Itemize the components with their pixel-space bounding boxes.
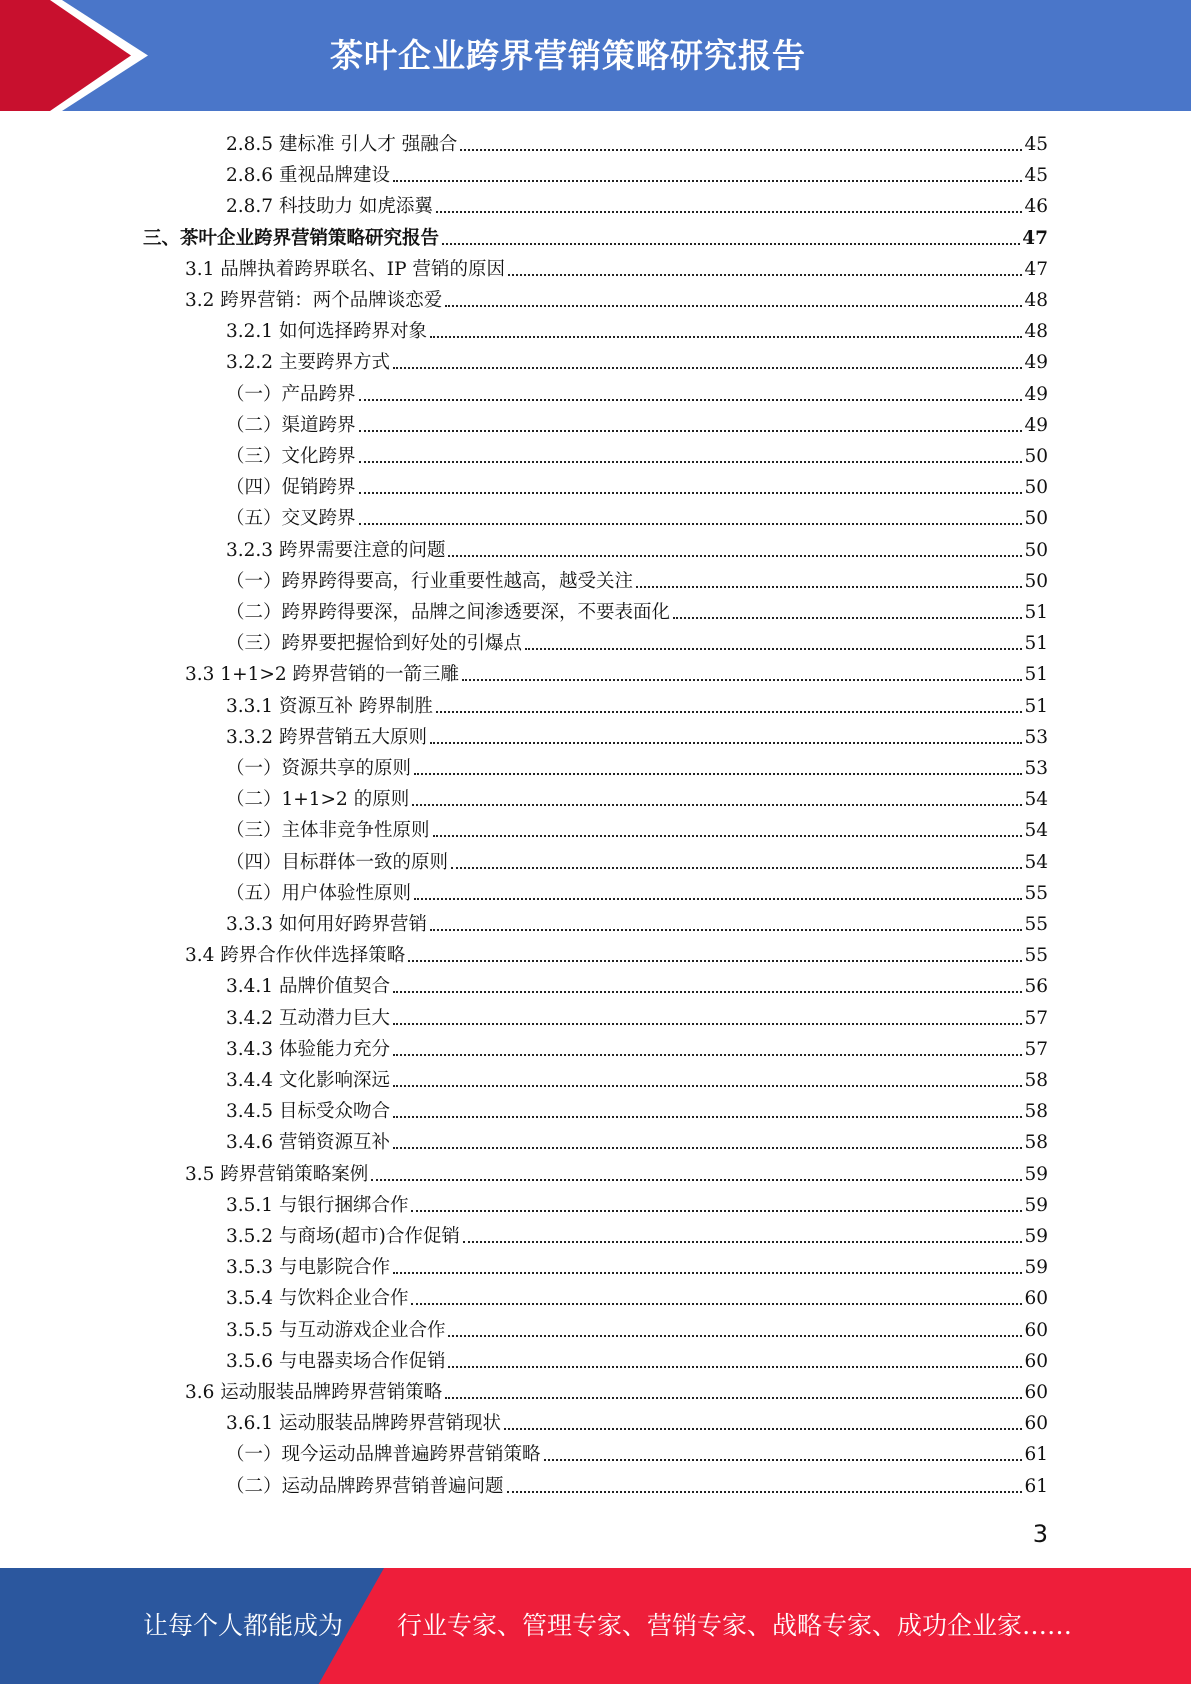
toc-dot-leader xyxy=(393,1115,1022,1118)
toc-entry-title: （一）产品跨界 xyxy=(226,383,356,405)
toc-entry[interactable] xyxy=(185,1156,1048,1187)
toc-entry-page: 50 xyxy=(1024,539,1048,561)
toc-entry[interactable] xyxy=(226,1249,1048,1280)
toc-dot-leader xyxy=(430,741,1022,744)
toc-entry[interactable] xyxy=(226,750,1048,781)
toc-entry[interactable] xyxy=(226,625,1048,656)
page-header xyxy=(0,0,1191,111)
toc-dot-leader xyxy=(436,710,1023,713)
toc-dot-leader xyxy=(636,585,1022,588)
toc-dot-leader xyxy=(393,1271,1022,1274)
toc-dot-leader xyxy=(359,429,1023,432)
toc-entry-title: 3.1 品牌执着跨界联名、IP 营销的原因 xyxy=(185,258,505,280)
toc-entry-title: （一）现今运动品牌普遍跨界营销策略 xyxy=(226,1444,541,1466)
toc-entry-page: 47 xyxy=(1024,258,1048,280)
toc-entry-page: 51 xyxy=(1024,664,1048,686)
toc-dot-leader xyxy=(451,866,1022,869)
toc-dot-leader xyxy=(430,928,1022,931)
toc-entry[interactable] xyxy=(226,1405,1048,1436)
toc-entry[interactable] xyxy=(226,875,1048,906)
document-title: 茶叶企业跨界营销策略研究报告 xyxy=(330,36,806,75)
toc-entry-title: （三）文化跨界 xyxy=(226,446,356,467)
toc-entry-title: 3.2.1 如何选择跨界对象 xyxy=(226,321,427,343)
toc-entry-title: 3.4.6 营销资源互补 xyxy=(226,1132,390,1154)
toc-entry[interactable] xyxy=(226,500,1048,531)
toc-entry-page: 47 xyxy=(1022,227,1048,249)
toc-entry-title: 3.4.2 互动潜力巨大 xyxy=(226,1007,390,1029)
toc-entry[interactable] xyxy=(226,532,1048,563)
toc-entry-title: 3.3.1 资源互补 跨界制胜 xyxy=(226,695,433,717)
toc-entry[interactable] xyxy=(226,313,1048,344)
toc-dot-leader xyxy=(442,242,1020,245)
toc-entry[interactable] xyxy=(226,344,1048,375)
toc-entry-title: 3.5.3 与电影院合作 xyxy=(226,1257,390,1279)
toc-entry-title: （二）1+1>2 的原则 xyxy=(226,789,410,811)
toc-entry-page: 50 xyxy=(1024,446,1048,467)
toc-dot-leader xyxy=(525,647,1022,650)
toc-entry[interactable] xyxy=(185,656,1048,687)
toc-entry[interactable] xyxy=(226,781,1048,812)
toc-dot-leader xyxy=(371,1178,1022,1181)
toc-entry-title: 3.4.5 目标受众吻合 xyxy=(226,1101,390,1123)
toc-entry-page: 55 xyxy=(1024,945,1048,967)
toc-entry-page: 54 xyxy=(1024,851,1048,873)
toc-entry-page: 58 xyxy=(1024,1101,1048,1123)
toc-entry-page: 60 xyxy=(1024,1350,1048,1372)
toc-entry[interactable] xyxy=(226,1062,1048,1093)
toc-entry-title: 2.8.7 科技助力 如虎添翼 xyxy=(226,196,433,218)
toc-dot-leader xyxy=(414,772,1022,775)
toc-entry-title: 3.5 跨界营销策略案例 xyxy=(185,1163,369,1185)
toc-dot-leader xyxy=(393,1053,1022,1056)
toc-dot-leader xyxy=(411,1209,1022,1212)
toc-dot-leader xyxy=(462,678,1022,681)
toc-entry[interactable] xyxy=(226,844,1048,875)
toc-entry[interactable] xyxy=(226,719,1048,750)
toc-entry[interactable] xyxy=(226,1312,1048,1343)
toc-entry-page: 61 xyxy=(1024,1475,1048,1497)
toc-entry-title: （五）用户体验性原则 xyxy=(226,882,412,904)
toc-entry-page: 49 xyxy=(1024,414,1048,436)
toc-entry-page: 54 xyxy=(1024,789,1048,811)
toc-entry[interactable] xyxy=(226,1218,1048,1249)
toc-entry-page: 54 xyxy=(1024,820,1048,842)
toc-entry[interactable] xyxy=(226,157,1048,188)
toc-entry-page: 56 xyxy=(1024,976,1048,998)
toc-entry[interactable] xyxy=(226,1187,1048,1218)
toc-entry-title: 3.2.3 跨界需要注意的问题 xyxy=(226,539,446,561)
toc-entry[interactable] xyxy=(226,1031,1048,1062)
toc-entry-page: 49 xyxy=(1024,352,1048,374)
toc-entry[interactable] xyxy=(226,1000,1048,1031)
toc-entry[interactable] xyxy=(226,594,1048,625)
toc-dot-leader xyxy=(393,1084,1022,1087)
toc-dot-leader xyxy=(359,460,1023,463)
toc-dot-leader xyxy=(673,616,1022,619)
toc-entry[interactable] xyxy=(143,220,1048,251)
toc-entry[interactable] xyxy=(226,1436,1048,1467)
toc-entry-title: 3.2.2 主要跨界方式 xyxy=(226,352,390,374)
toc-entry-title: （一）资源共享的原则 xyxy=(226,758,412,779)
toc-entry-page: 58 xyxy=(1024,1132,1048,1154)
toc-entry-title: 3.5.5 与互动游戏企业合作 xyxy=(226,1319,446,1341)
toc-entry[interactable] xyxy=(226,1468,1048,1499)
toc-dot-leader xyxy=(393,1146,1022,1149)
toc-entry-title: （四）目标群体一致的原则 xyxy=(226,851,449,873)
toc-dot-leader xyxy=(436,210,1023,213)
toc-entry-page: 57 xyxy=(1024,1007,1048,1029)
toc-dot-leader xyxy=(544,1458,1023,1461)
toc-entry-page: 61 xyxy=(1024,1444,1048,1466)
toc-entry-page: 48 xyxy=(1024,321,1048,343)
toc-entry-title: 2.8.6 重视品牌建设 xyxy=(226,165,390,187)
toc-entry-title: （二）渠道跨界 xyxy=(226,414,356,436)
toc-dot-leader xyxy=(359,491,1023,494)
toc-dot-leader xyxy=(445,1396,1022,1399)
toc-entry[interactable] xyxy=(226,812,1048,843)
toc-entry-page: 59 xyxy=(1024,1163,1048,1185)
toc-entry[interactable] xyxy=(185,937,1048,968)
toc-entry-page: 51 xyxy=(1024,695,1048,717)
toc-dot-leader xyxy=(463,1240,1023,1243)
toc-entry-title: （三）跨界要把握恰到好处的引爆点 xyxy=(226,633,523,655)
toc-dot-leader xyxy=(393,990,1022,993)
toc-dot-leader xyxy=(393,366,1022,369)
toc-entry-title: 3.3.2 跨界营销五大原则 xyxy=(226,726,427,748)
toc-entry-title: 3.3.3 如何用好跨界营销 xyxy=(226,914,427,935)
toc-entry-title: 3.5.4 与饮料企业合作 xyxy=(226,1288,409,1310)
toc-entry-page: 53 xyxy=(1024,726,1048,748)
toc-entry[interactable] xyxy=(226,469,1048,500)
toc-entry-page: 53 xyxy=(1024,758,1048,779)
toc-entry[interactable] xyxy=(226,563,1048,594)
toc-entry-title: 3.4 跨界合作伙伴选择策略 xyxy=(185,945,406,967)
toc-entry-title: （二）运动品牌跨界营销普遍问题 xyxy=(226,1475,504,1497)
toc-entry-title: 3.5.6 与电器卖场合作促销 xyxy=(226,1350,446,1372)
toc-entry-page: 50 xyxy=(1024,570,1048,592)
toc-dot-leader xyxy=(412,803,1022,806)
toc-dot-leader xyxy=(508,273,1023,276)
header-arrow-decoration xyxy=(0,0,150,111)
toc-dot-leader xyxy=(393,1022,1022,1025)
toc-dot-leader xyxy=(448,1334,1022,1337)
toc-dot-leader xyxy=(445,304,1022,307)
toc-dot-leader xyxy=(460,148,1022,151)
toc-entry-page: 46 xyxy=(1024,196,1048,218)
toc-entry-title: 3.4.1 品牌价值契合 xyxy=(226,976,390,998)
toc-entry-title: 2.8.5 建标准 引人才 强融合 xyxy=(226,134,458,155)
toc-entry-page: 60 xyxy=(1024,1382,1048,1403)
toc-entry[interactable] xyxy=(226,688,1048,719)
toc-entry-page: 51 xyxy=(1024,602,1048,623)
toc-entry-page: 59 xyxy=(1024,1226,1048,1247)
toc-dot-leader xyxy=(408,959,1022,962)
toc-entry-page: 50 xyxy=(1024,477,1048,499)
toc-entry-title: 3.2 跨界营销：两个品牌谈恋爱 xyxy=(185,290,443,311)
toc-entry-page: 60 xyxy=(1024,1319,1048,1341)
toc-dot-leader xyxy=(430,335,1022,338)
toc-entry-title: （五）交叉跨界 xyxy=(226,508,356,530)
page-number: 3 xyxy=(1032,1520,1048,1548)
toc-entry-title: 3.4.3 体验能力充分 xyxy=(226,1038,390,1060)
toc-entry-page: 55 xyxy=(1024,914,1048,935)
page-footer xyxy=(0,1568,1191,1684)
footer-slogan-right: 行业专家、管理专家、营销专家、战略专家、成功企业家…… xyxy=(397,1611,1073,1640)
toc-entry-page: 45 xyxy=(1024,165,1048,187)
toc-entry-page: 60 xyxy=(1024,1288,1048,1310)
toc-entry[interactable] xyxy=(226,968,1048,999)
toc-entry-page: 51 xyxy=(1024,633,1048,655)
toc-entry[interactable] xyxy=(185,1374,1048,1405)
toc-dot-leader xyxy=(414,897,1022,900)
toc-dot-leader xyxy=(448,1365,1022,1368)
toc-entry-title: （二）跨界跨得要深，品牌之间渗透要深，不要表面化 xyxy=(226,602,671,623)
toc-dot-leader xyxy=(359,398,1023,401)
toc-entry-page: 59 xyxy=(1024,1194,1048,1216)
toc-dot-leader xyxy=(393,179,1022,182)
toc-entry-page: 49 xyxy=(1024,383,1048,405)
toc-entry-title: 3.4.4 文化影响深远 xyxy=(226,1070,390,1091)
toc-dot-leader xyxy=(504,1427,1022,1430)
toc-entry[interactable] xyxy=(226,1343,1048,1374)
toc-entry[interactable] xyxy=(226,906,1048,937)
toc-entry-title: 3.5.1 与银行捆绑合作 xyxy=(226,1194,409,1216)
toc-entry-page: 55 xyxy=(1024,882,1048,904)
toc-entry[interactable] xyxy=(185,251,1048,282)
toc-entry[interactable] xyxy=(226,1124,1048,1155)
toc-entry-title: 3.6.1 运动服装品牌跨界营销现状 xyxy=(226,1413,501,1435)
toc-dot-leader xyxy=(411,1302,1022,1305)
toc-dot-leader xyxy=(433,834,1023,837)
toc-entry[interactable] xyxy=(226,126,1048,157)
toc-entry-title: 三、茶叶企业跨界营销策略研究报告 xyxy=(143,227,440,249)
toc-entry-page: 58 xyxy=(1024,1070,1048,1091)
toc-entry-title: 3.3 1+1>2 跨界营销的一箭三雕 xyxy=(185,664,459,686)
toc-dot-leader xyxy=(507,1490,1023,1493)
toc-entry-title: 3.5.2 与商场(超市)合作促销 xyxy=(226,1226,460,1247)
toc-entry[interactable] xyxy=(226,407,1048,438)
toc-entry[interactable] xyxy=(226,438,1048,469)
toc-dot-leader xyxy=(359,522,1023,525)
footer-slogan-left: 让每个人都能成为 xyxy=(143,1611,344,1640)
toc-entry[interactable] xyxy=(185,282,1048,313)
toc-dot-leader xyxy=(448,554,1022,557)
toc-entry[interactable] xyxy=(226,188,1048,219)
toc-entry-page: 50 xyxy=(1024,508,1048,530)
toc-entry-title: 3.6 运动服装品牌跨界营销策略 xyxy=(185,1382,443,1403)
toc-entry-page: 60 xyxy=(1024,1413,1048,1435)
toc-entry-page: 48 xyxy=(1024,290,1048,311)
toc-entry-page: 59 xyxy=(1024,1257,1048,1279)
toc-entry-title: （三）主体非竞争性原则 xyxy=(226,820,430,842)
toc-entry[interactable] xyxy=(226,1280,1048,1311)
toc-entry-title: （一）跨界跨得要高，行业重要性越高，越受关注 xyxy=(226,570,634,592)
toc-entry-page: 45 xyxy=(1024,134,1048,155)
toc-entry-page: 57 xyxy=(1024,1038,1048,1060)
toc-entry[interactable] xyxy=(226,376,1048,407)
toc-entry[interactable] xyxy=(226,1093,1048,1124)
toc-entry-title: （四）促销跨界 xyxy=(226,477,356,499)
